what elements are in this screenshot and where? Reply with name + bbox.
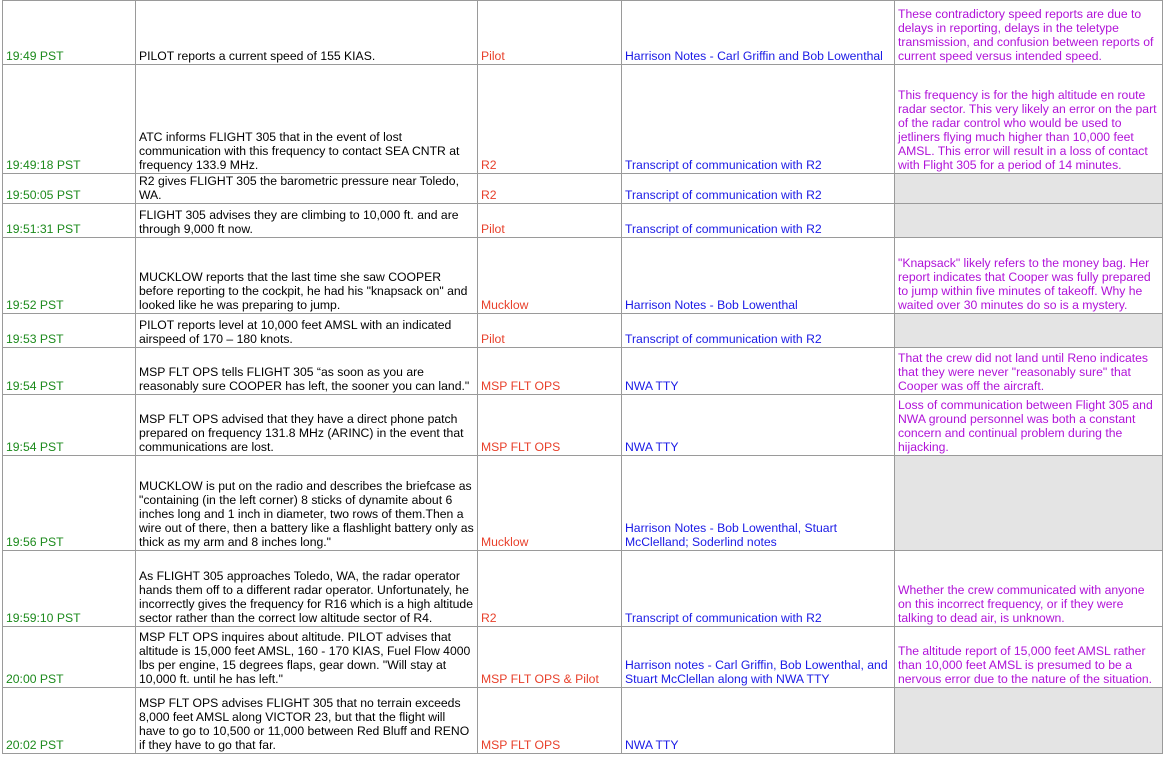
timeline-table [2, 0, 1163, 754]
note-cell: Loss of communication between Flight 305 and NWA ground personnel was both a constant concern and continual problem during the hijacking. [895, 395, 1163, 456]
event-description-cell: MSP FLT OPS advised that they have a direct phone patch prepared on frequency 131.8 MHz (ARINC) in the event that communications are lost. [136, 395, 478, 456]
table-row [3, 1, 1163, 65]
reference-cell: Harrison Notes - Bob Lowenthal, Stuart McClelland; Soderlind notes [622, 456, 895, 551]
reference-cell: Transcript of communication with R2 [622, 204, 895, 238]
table-row [3, 551, 1163, 627]
note-cell [895, 688, 1163, 754]
source-cell: Pilot [478, 314, 622, 348]
source-cell: MSP FLT OPS & Pilot [478, 627, 622, 688]
note-cell [895, 314, 1163, 348]
reference-cell: Transcript of communication with R2 [622, 174, 895, 204]
timestamp-cell: 19:49:18 PST [3, 65, 136, 174]
timestamp-cell: 19:59:10 PST [3, 551, 136, 627]
timestamp-cell: 19:54 PST [3, 348, 136, 395]
reference-cell: NWA TTY [622, 395, 895, 456]
note-cell: "Knapsack" likely refers to the money bag. Her report indicates that Cooper was fully prepared to jump within five minutes of takeoff. Why he waited over 30 minutes do so is a mystery. [895, 238, 1163, 314]
event-description-cell: MSP FLT OPS inquires about altitude. PILOT advises that altitude is 15,000 feet AMSL, 160 - 170 KIAS, Fuel Flow 4000 lbs per engine, 15 degrees flaps, gear down. "Will stay at 10,000 ft. until he has left." [136, 627, 478, 688]
source-cell: MSP FLT OPS [478, 395, 622, 456]
event-description-cell: PILOT reports level at 10,000 feet AMSL with an indicated airspeed of 170 – 180 knots. [136, 314, 478, 348]
reference-cell: NWA TTY [622, 348, 895, 395]
table-row [3, 688, 1163, 754]
table-row [3, 238, 1163, 314]
note-cell: That the crew did not land until Reno indicates that they were never "reasonably sure" that Cooper was off the aircraft. [895, 348, 1163, 395]
note-cell [895, 174, 1163, 204]
source-cell: Mucklow [478, 238, 622, 314]
reference-cell: Transcript of communication with R2 [622, 314, 895, 348]
event-description-cell: FLIGHT 305 advises they are climbing to 10,000 ft. and are through 9,000 ft now. [136, 204, 478, 238]
event-description-cell: PILOT reports a current speed of 155 KIAS. [136, 1, 478, 65]
note-cell: This frequency is for the high altitude en route radar sector. This very likely an error on the part of the radar control who would be used to jetliners flying much higher than 10,000 feet AMSL. This error will result in a loss of contact with Flight 305 for a period of 14 minutes. [895, 65, 1163, 174]
reference-cell: Harrison Notes - Bob Lowenthal [622, 238, 895, 314]
timestamp-cell: 19:51:31 PST [3, 204, 136, 238]
timestamp-cell: 20:02 PST [3, 688, 136, 754]
reference-cell: Transcript of communication with R2 [622, 65, 895, 174]
event-description-cell: R2 gives FLIGHT 305 the barometric pressure near Toledo, WA. [136, 174, 478, 204]
source-cell: MSP FLT OPS [478, 348, 622, 395]
table-row [3, 174, 1163, 204]
reference-cell: Harrison Notes - Carl Griffin and Bob Lowenthal [622, 1, 895, 65]
source-cell: MSP FLT OPS [478, 688, 622, 754]
timestamp-cell: 19:53 PST [3, 314, 136, 348]
source-cell: R2 [478, 65, 622, 174]
timestamp-cell: 19:52 PST [3, 238, 136, 314]
event-description-cell: MSP FLT OPS advises FLIGHT 305 that no terrain exceeds 8,000 feet AMSL along VICTOR 23, but that the flight will have to go to 10,500 or 11,000 between Red Bluff and RENO if they have to go that far. [136, 688, 478, 754]
source-cell: R2 [478, 174, 622, 204]
source-cell: Pilot [478, 204, 622, 238]
table-row [3, 348, 1163, 395]
reference-cell: NWA TTY [622, 688, 895, 754]
event-description-cell: As FLIGHT 305 approaches Toledo, WA, the radar operator hands them off to a different radar operator. Unfortunately, he incorrectly gives the frequency for R16 which is a high altitude sector rather than the correct low altitude sector of R4. [136, 551, 478, 627]
reference-cell: Harrison notes - Carl Griffin, Bob Lowenthal, and Stuart McClellan along with NWA TTY [622, 627, 895, 688]
source-cell: R2 [478, 551, 622, 627]
source-cell: Pilot [478, 1, 622, 65]
event-description-cell: ATC informs FLIGHT 305 that in the event of lost communication with this frequency to contact SEA CNTR at frequency 133.9 MHz. [136, 65, 478, 174]
timestamp-cell: 19:49 PST [3, 1, 136, 65]
note-cell: The altitude report of 15,000 feet AMSL rather than 10,000 feet AMSL is presumed to be a nervous error due to the nature of the situation. [895, 627, 1163, 688]
timestamp-cell: 20:00 PST [3, 627, 136, 688]
timestamp-cell: 19:54 PST [3, 395, 136, 456]
event-description-cell: MUCKLOW is put on the radio and describes the briefcase as "containing (in the left corner) 8 sticks of dynamite about 6 inches long and 1 inch in diameter, two rows of them.Then a wire out of there, then a battery like a flashlight battery only as thick as my arm and 8 inches long." [136, 456, 478, 551]
note-cell: These contradictory speed reports are due to delays in reporting, delays in the teletype transmission, and confusion between reports of current speed versus intended speed. [895, 1, 1163, 65]
source-cell: Mucklow [478, 456, 622, 551]
table-row [3, 65, 1163, 174]
note-cell [895, 204, 1163, 238]
event-description-cell: MUCKLOW reports that the last time she saw COOPER before reporting to the cockpit, he had his "knapsack on" and looked like he was preparing to jump. [136, 238, 478, 314]
table-row [3, 627, 1163, 688]
table-row [3, 314, 1163, 348]
event-description-cell: MSP FLT OPS tells FLIGHT 305 “as soon as you are reasonably sure COOPER has left, the sooner you can land." [136, 348, 478, 395]
table-row [3, 456, 1163, 551]
timeline-body [3, 1, 1163, 754]
note-cell [895, 456, 1163, 551]
timestamp-cell: 19:50:05 PST [3, 174, 136, 204]
timestamp-cell: 19:56 PST [3, 456, 136, 551]
note-cell: Whether the crew communicated with anyone on this incorrect frequency, or if they were talking to dead air, is unknown. [895, 551, 1163, 627]
table-row [3, 204, 1163, 238]
reference-cell: Transcript of communication with R2 [622, 551, 895, 627]
table-row [3, 395, 1163, 456]
